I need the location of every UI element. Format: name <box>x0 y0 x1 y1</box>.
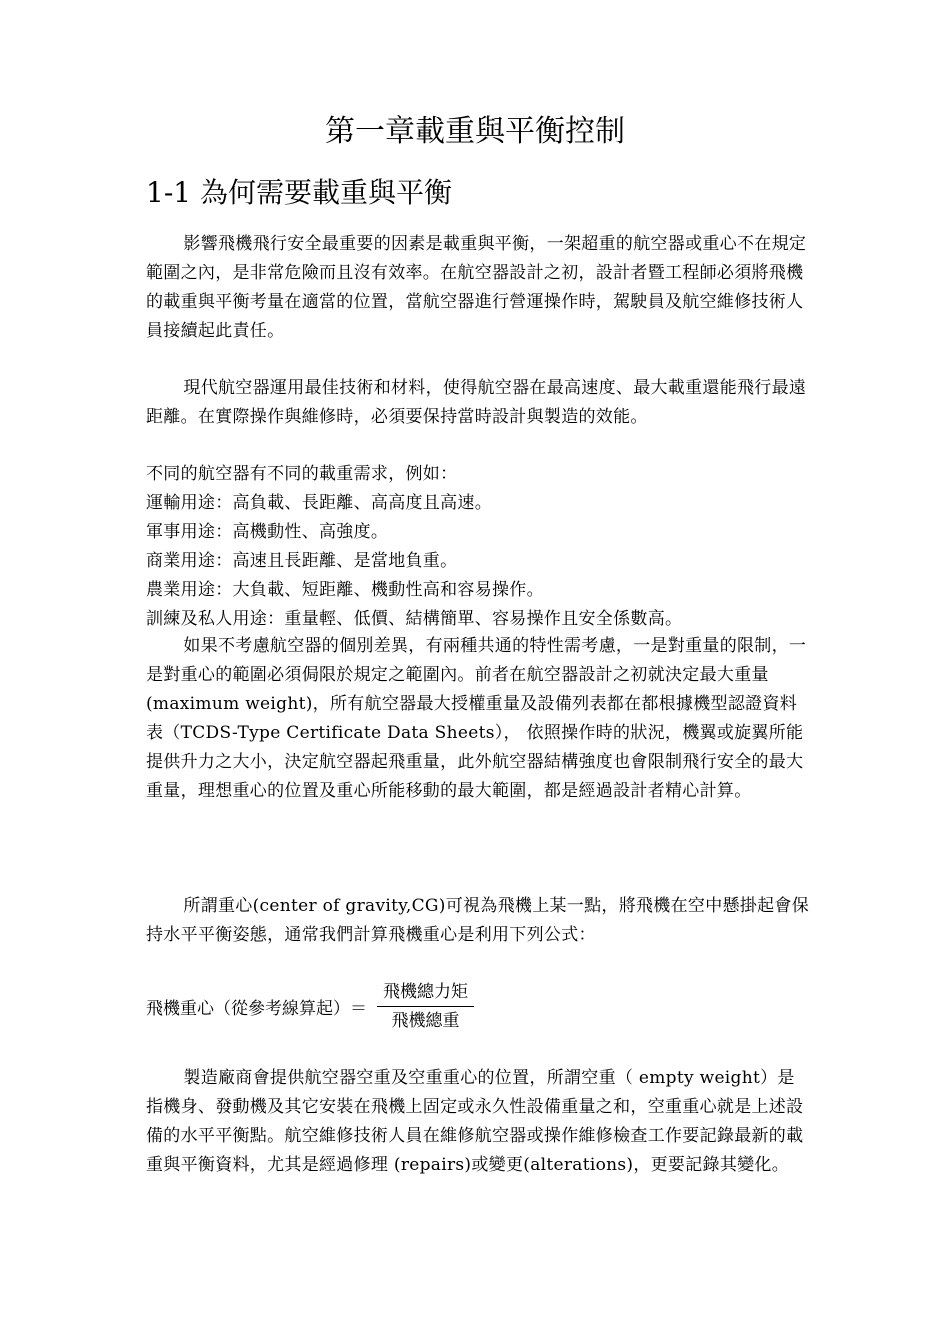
list-intro: 不同的航空器有不同的載重需求，例如： <box>146 464 458 484</box>
formula-denominator: 飛機總重 <box>391 1010 460 1031</box>
paragraph-modern-aircraft: 現代航空器運用最佳技術和材料，使得航空器在最高速度、最大載重還能飛行最遠距離。在實際操作與維修時，必須要保持當時設計與製造的效能。 <box>146 378 807 427</box>
list-item: 農業用途：大負載、短距離、機動性高和容易操作。 <box>146 580 544 600</box>
cg-formula <box>146 978 474 1034</box>
formula-numerator: 飛機總力矩 <box>377 980 474 1007</box>
paragraph-empty-weight: 製造廠商會提供航空器空重及空重重心的位置，所謂空重（ empty weight）是指機身、發動機及其它安裝在飛機上固定或永久性設備重量之和，空重重心就是上述設備的水平平衡點。航空維修技術人員在維修航空器或操作維修檢查工作要記錄最新的載重與平衡資料，尤其是經過修理 (repairs)或變更(alterations)，更要記錄其變化。 <box>146 1068 804 1175</box>
paragraph-weight-limits: 如果不考慮航空器的個別差異，有兩種共通的特性需考慮，一是對重量的限制，一是對重心的範圍必須侷限於規定之範圍內。前者在航空器設計之初就決定最大重量(maximum weight)，所有航空器最大授權重量及設備列表都在都根據機型認證資料表（TCDS-Type Certificate Data Sheets）， 依照操作時的狀況，機翼或旋翼所能提供升力之大小，決定航空器起飛重量，此外航空器結構強度也會限制飛行安全的最大重量，理想重心的位置及重心所能移動的最大範圍，都是經過設計者精心計算。 <box>146 636 807 801</box>
paragraph-weight-balance-importance: 影響飛機飛行安全最重要的因素是載重與平衡，一架超重的航空器或重心不在規定範圍之內，是非常危險而且沒有效率。在航空器設計之初，設計者暨工程師必須將飛機的載重與平衡考量在適當的位置，當航空器進行營運操作時，駕駛員及航空維修技術人員接續起此責任。 <box>146 234 807 341</box>
list-item: 訓練及私人用途：重量輕、低價、結構簡單、容易操作且安全係數高。 <box>146 609 683 629</box>
paragraph-center-of-gravity: 所謂重心(center of gravity,CG)可視為飛機上某一點，將飛機在空中懸掛起會保持水平平衡姿態，通常我們計算飛機重心是利用下列公式： <box>146 896 809 945</box>
list-item: 軍事用途：高機動性、高強度。 <box>146 522 389 542</box>
load-requirements-list <box>146 460 810 634</box>
chapter-title: 第一章載重與平衡控制 <box>325 114 625 149</box>
list-item: 運輸用途：高負載、長距離、高高度且高速。 <box>146 493 492 513</box>
section-title: 1-1 為何需要載重與平衡 <box>146 176 452 209</box>
list-item: 商業用途：高速且長距離、是當地負重。 <box>146 551 458 571</box>
formula-lhs: 飛機重心（從參考線算起）＝ <box>146 998 367 1019</box>
formula-fraction <box>377 980 474 1033</box>
